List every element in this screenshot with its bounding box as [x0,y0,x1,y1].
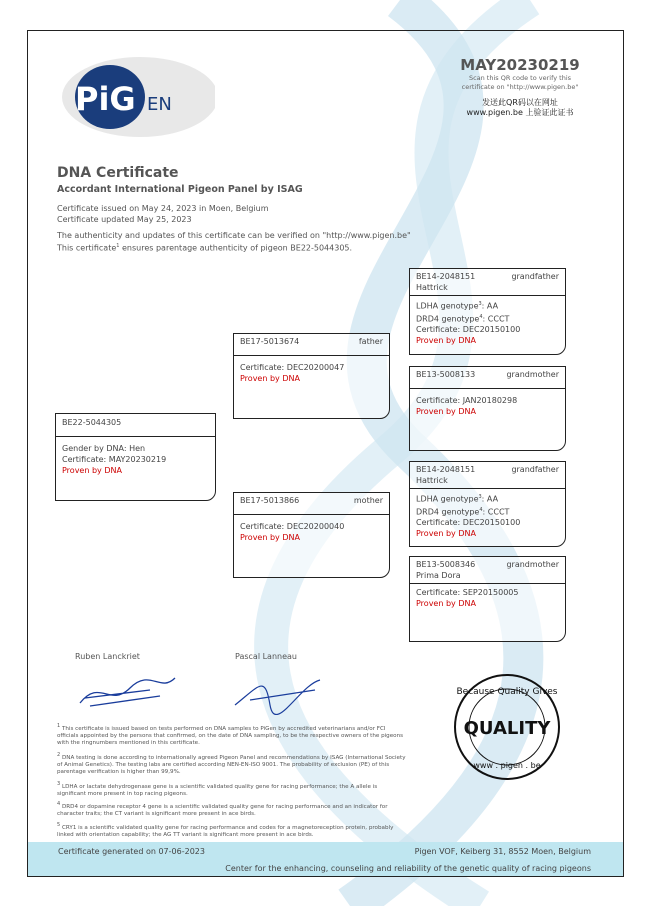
footnote-5: $^5$ CRY1 is a scientific validated quality gene for racing performance and codes for a magnetoreception protein, probably linked with orientation capability; the AG TT variant is significant more present in ace birds. [57,822,394,838]
footnote-1: $^1$ This certificate is issued based on tests performed on DNA samples to PiGen by accredited veterinarians and/or FCI officials appointed by the persons that confirmed, on the date of DNA sampling, to be the respective owners of the pigeons with the ringnumbers mentioned in this certificate. [57,723,404,746]
scan-text-url: certificate on "http://www.pigen.be" [461,83,579,91]
signatory-2: Pascal Lanneau [235,652,297,661]
certificate: Certificate: DEC20200040 [240,522,345,531]
pigeon-name: Hattrick [416,283,448,292]
ring-number: BE13-5008346 [416,560,476,569]
updated-text: Certificate updated May 25, 2023 [57,215,192,224]
svg-text:Because Quality Gives: Because Quality Gives [456,687,558,697]
ldha: LDHA genotype$^3$: AA [416,301,499,311]
certificate-reference [445,56,595,118]
role: grandmother [506,370,559,379]
certificate: Certificate: DEC20150100 [416,518,521,528]
ring-number: BE14-2048151 [416,465,476,474]
role: mother [353,496,383,505]
ldha: LDHA genotype$^3$: AA [416,494,499,504]
ring-number: BE22-5044305 [62,418,122,427]
proven-label: Proven by DNA [240,533,300,542]
drd4: DRD4 genotype$^4$: CCCT [416,313,510,324]
pigeon-name: Prima Dora [416,571,461,580]
signatory-1: Ruben Lanckriet [75,652,140,661]
page-subtitle: Accordant International Pigeon Panel by ISAG [57,184,303,195]
tagline: Center for the enhancing, counseling and reliability of the genetic quality of racing pigeons [225,864,591,873]
role: grandfather [511,272,559,281]
subject-box [55,413,216,501]
pigen-logo [55,52,215,142]
proven-label: Proven by DNA [416,407,476,416]
gender: Gender by DNA: Hen [62,444,146,453]
page-title: DNA Certificate [57,165,179,181]
ring-number: BE13-5008133 [416,370,476,379]
certificate: Certificate: DEC20200047 [240,363,345,372]
grandmother-maternal-box [409,556,566,642]
pigeon-name: Hattrick [416,476,448,485]
svg-text:QUALITY: QUALITY [463,718,551,739]
ring-number: BE17-5013674 [240,337,300,346]
ensures-text: This certificate$^1$ ensures parentage authenticity of pigeon BE22-5044305. [57,243,353,253]
chinese-text-1: 发送此QR码以在网址 [482,98,558,107]
proven-label: Proven by DNA [416,336,476,346]
svg-text:www . pigen . be: www . pigen . be [473,761,541,770]
proven-label: Proven by DNA [416,599,476,608]
signature-1 [70,668,180,713]
role: grandmother [506,560,559,569]
certificate: Certificate: JAN20180298 [416,396,518,405]
role: grandfather [511,465,559,474]
footnote-2: $^2$ DNA testing is done according to internationally agreed Pigeon Panel and recommendations by ISAG (International Society of Animal Genetics). The testing labs are certified according NEN-EN-ISO 9001. The probability of exclusion (PE) of this parentage verification is higher than 99,9%. [57,752,406,775]
certificate: Certificate: DEC20150100 [416,325,521,335]
proven-label: Proven by DNA [416,529,476,539]
company-address: Pigen VOF, Keiberg 31, 8552 Moen, Belgium [414,847,591,856]
signature-2 [230,665,330,715]
role: father [358,337,383,346]
scan-text: Scan this QR code to verify this [468,74,572,82]
verify-text: The authenticity and updates of this certificate can be verified on "http://www.pigen.be" [57,231,411,240]
footnote-3: $^3$ LDHA or lactate dehydrogenase gene is a scientific validated quality gene for racing performance; the A allele is significant more present in top racing pigeons. [57,781,378,797]
proven-label: Proven by DNA [240,374,300,383]
svg-text:PiG: PiG [75,80,136,118]
issued-text: Certificate issued on May 24, 2023 in Moen, Belgium [57,204,269,213]
grandfather-paternal-box [409,268,566,355]
quality-seal [452,672,562,782]
drd4: DRD4 genotype$^4$: CCCT [416,506,510,517]
chinese-text-2: www.pigen.be 上验证此证书 [466,108,574,117]
father-box [233,333,390,419]
ring-number: BE17-5013866 [240,496,300,505]
svg-text:EN: EN [147,94,172,115]
grandfather-maternal-box [409,461,566,547]
certificate: Certificate: SEP20150005 [416,588,519,597]
grandmother-paternal-box [409,366,566,451]
generated-date: Certificate generated on 07-06-2023 [58,847,205,856]
footer [28,842,623,876]
footnote-4: $^4$ DRD4 or dopamine receptor 4 gene is a scientific validated quality gene for racing performance and an indicator for character traits; the CT variant is significant more present in ace birds. [57,801,388,817]
certificate: Certificate: MAY20230219 [62,455,167,464]
proven-label: Proven by DNA [62,466,122,475]
mother-box [233,492,390,578]
ring-number: BE14-2048151 [416,272,476,281]
certificate-number: MAY20230219 [460,56,580,74]
